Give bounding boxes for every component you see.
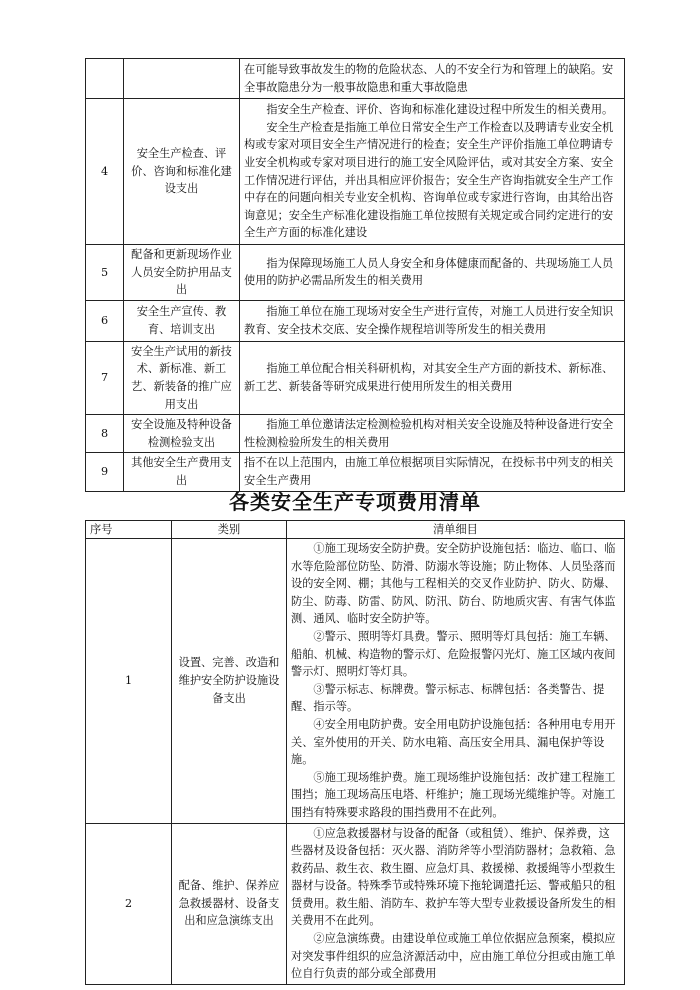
row-number: 5 [86,245,124,301]
header-number: 序号 [86,521,172,539]
row-number [86,59,124,99]
row-category: 配备和更新现场作业人员安全防护用品支出 [124,245,240,301]
table-row [86,539,625,824]
row-category: 安全生产试用的新技术、新标准、新工艺、新装备的推广应用支出 [124,341,240,414]
row-description-cell [240,99,625,245]
row-description: 指不在以上范围内，由施工单位根据项目实际情况，在投标书中列支的相关安全生产费用 [240,453,625,491]
header-category: 类别 [172,521,287,539]
row-number: 6 [86,300,124,341]
row-category: 设置、完善、改造和维护安全防护设施设备支出 [172,539,287,824]
cost-description-table [85,58,625,492]
row-description: 指施工单位配合相关科研机构，对其安全生产方面的新技术、新标准、新工艺、新装备等研究成果进行使用所发生的相关费用 [240,341,625,414]
row-detail-cell [287,823,625,984]
detail-paragraph: ②警示、照明等灯具费。警示、照明等灯具包括：施工车辆、船舶、机械、构造物的警示灯、危险报警闪光灯、施工区域内夜间警示灯、照明灯等灯具。 [291,629,616,679]
table-row [86,300,625,341]
row-category [124,59,240,99]
detail-paragraph: ④安全用电防护费。安全用电防护设施包括：各种用电专用开关、室外使用的开关、防水电箱、高压安全用具、漏电保护等设施。 [291,717,616,767]
detail-paragraph: ⑤施工现场维护费。施工现场维护设施包括：改扩建工程施工围挡；施工现场高压电塔、杆维护；施工现场光缆维护等。对施工围挡有特殊要求路段的围挡费用不在此列。 [291,770,616,819]
row-description: 指安全生产检查、评价、咨询和标准化建设过程中所发生的相关费用。 [266,103,614,117]
row-number: 2 [86,823,172,984]
row-description: 在可能导致事故发生的物的危险状态、人的不安全行为和管理上的缺陷。安全事故隐患分为一般事故隐患和重大事故隐患 [240,59,625,99]
row-description-detail: 安全生产检查是指施工单位日常安全生产工作检查以及聘请专业安全机构或专家对项目安全生产情况进行的检查；安全生产评价指施工单位聘请专业安全机构或专家对项目进行的施工安全风险评估，或对其安全方案、安全工作情况进行评估，并出具相应评价报告；安全生产咨询指就安全生产工作中存在的问题向相关专业安全机构、咨询单位或专家进行咨询，由其给出咨询意见；安全生产标准化建设指施工单位按照有关规定或合同约定进行的安全生产方面的标准化建设 [244,120,614,240]
row-number: 8 [86,415,124,453]
row-number: 1 [86,539,172,824]
detail-paragraph: ①应急救援器材与设备的配备（或租赁）、维护、保养费，这些器材及设备包括：灭火器、消防斧等小型消防器材；急救箱、急救药品、救生衣、救生圈、应急灯具、救援梯、救援绳等小型救生器材与设备。特殊季节或特殊环境下拖轮调遣托运、警戒船只的租赁费用。救生船、消防车、救护车等大型专业救援设备所发生的相关费用不在此列。 [291,826,616,928]
detail-paragraph: ②应急演练费。由建设单位或施工单位依据应急预案，模拟应对突发事件组织的应急济源活动中，应由施工单位分担或由施工单位自行负责的部分或全部费用 [291,932,616,981]
table-row [86,59,625,99]
row-description: 指施工单位邀请法定检测检验机构对相关安全设施及特种设备进行安全性检测检验所发生的相关费用 [240,415,625,453]
table-row [86,453,625,491]
row-number: 7 [86,341,124,414]
row-category: 安全设施及特种设备检测检验支出 [124,415,240,453]
table-row [86,823,625,984]
section-title: 各类安全生产专项费用清单 [229,490,481,514]
row-number: 9 [86,453,124,491]
row-category: 安全生产宣传、教育、培训支出 [124,300,240,341]
row-category: 其他安全生产费用支出 [124,453,240,491]
cost-list-table [85,520,625,985]
table-row [86,341,625,414]
row-detail-cell [287,539,625,824]
header-detail: 清单细目 [287,521,625,539]
table-row [86,415,625,453]
row-category: 配备、维护、保养应急救援器材、设备支出和应急演练支出 [172,823,287,984]
row-number: 4 [86,99,124,245]
table-row [86,245,625,301]
row-description: 指为保障现场施工人员人身安全和身体健康而配备的、共现场施工人员使用的防护必需品所发生的相关费用 [240,245,625,301]
table-row [86,99,625,245]
row-description: 指施工单位在施工现场对安全生产进行宣传，对施工人员进行安全知识教育、安全技术交底、安全操作规程培训等所发生的相关费用 [240,300,625,341]
detail-paragraph: ③警示标志、标牌费。警示标志、标牌包括：各类警告、提醒、指示等。 [291,682,605,714]
detail-paragraph: ①施工现场安全防护费。安全防护设施包括：临边、临口、临水等危险部位防坠、防滑、防溺水等设施；防止物体、人员坠落而设的安全网、棚；其他与工程相关的交叉作业防护、防火、防爆、防尘、防毒、防雷、防风、防汛、防台、防地质灾害、有害气体监测、通风、临时安全防护等。 [291,542,616,626]
row-category: 安全生产检查、评价、咨询和标准化建设支出 [124,99,240,245]
table-header-row [86,521,625,539]
